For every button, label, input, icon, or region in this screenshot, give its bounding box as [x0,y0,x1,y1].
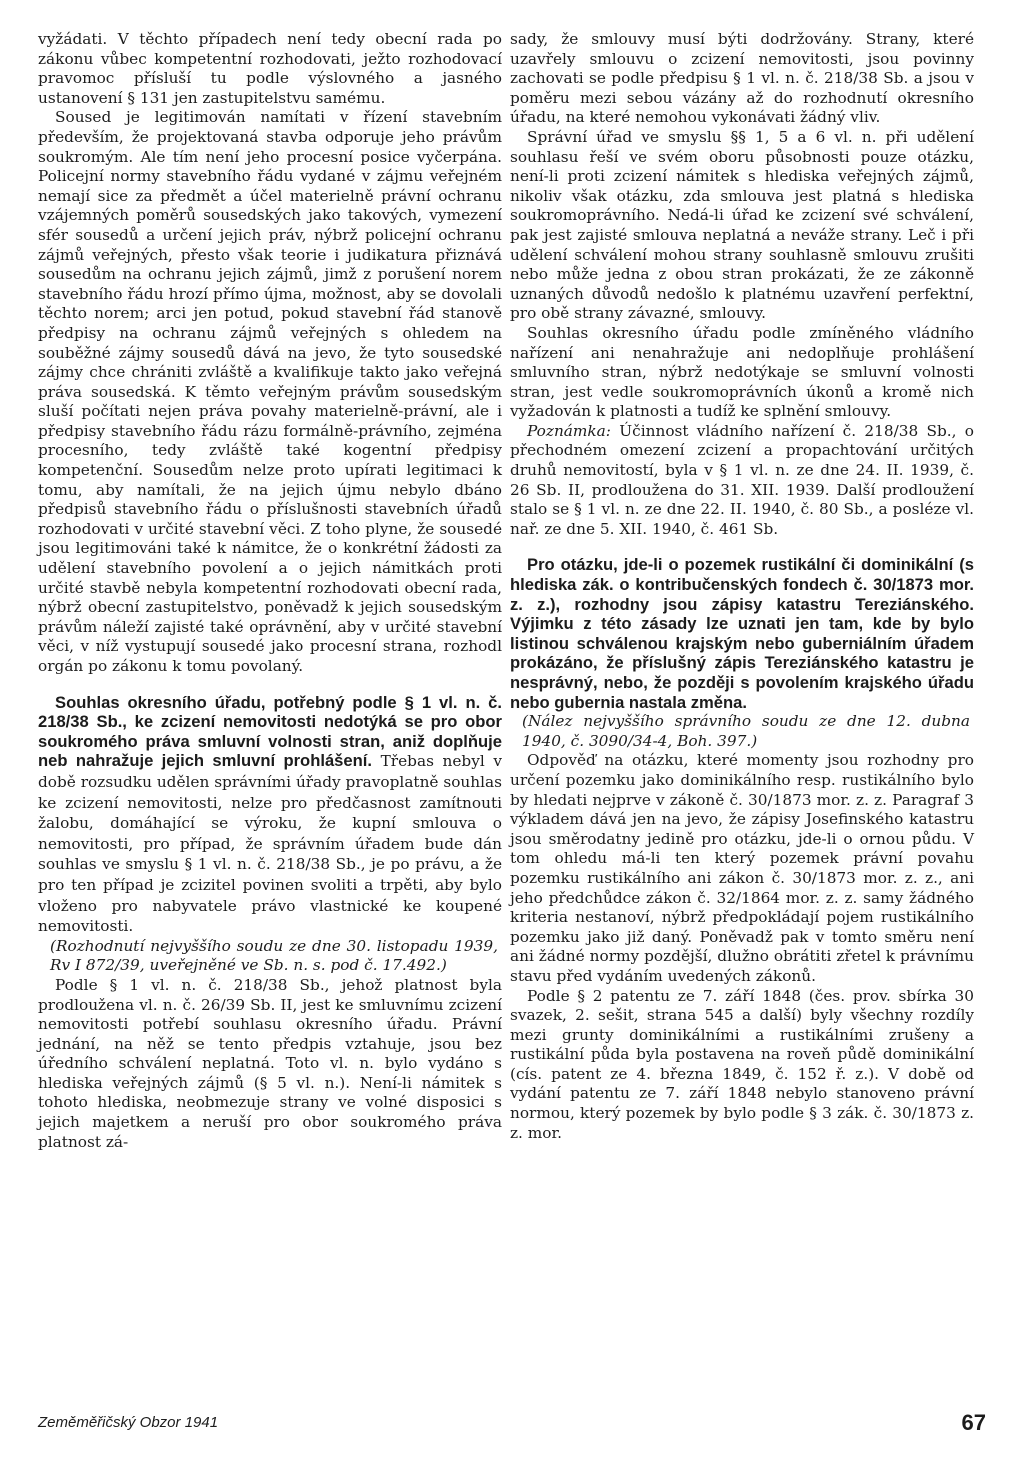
page-number: 67 [961,1410,986,1435]
section-gap [510,539,974,555]
paragraph: Souhlas okresního úřadu podle zmíněného vládního nařízení ani nenahražuje ani nedoplňuje prohlášení smluvního stran, nýbrž nedotýkaje se smluvní volnosti stran, jest vedle soukromoprávních úkonů a kromě nich vyžadován k platnosti a tudíž ke splnění smlouvy. [510,323,974,421]
page-footer [38,1410,986,1440]
paragraph: Správní úřad ve smyslu §§ 1, 5 a 6 vl. n. při udělení souhlasu řeší ve svém oboru působnosti pouze otázku, není-li proti zcizení námitek s hlediska veřejných zájmů, nikoliv však otázku, zda smlouva jest platná s hlediska soukromoprávního. Nedá-li úřad ke zcizení své schválení, pak jest zajisté smlouva neplatná a neváže strany. Leč i při udělení schválení mohou strany souhlasně smlouvu zrušiti nebo může jedna z obou stran prokázati, že ze zákonně uznaných důvodů nedošlo k platnému uzavření perfektní, pro obě strany závazné, smlouvy. [510,127,974,323]
note-paragraph [510,422,974,540]
paragraph: Podle § 1 vl. n. č. 218/38 Sb., jehož platnost byla prodloužena vl. n. č. 26/39 Sb. II, jest ke smluvnímu zcizení nemovitosti potřebí souhlasu okresního úřadu. Právní jednání, na něž se tento předpis vztahuje, jsou bez úředního schválení neplatná. Toto vl. n. bylo vydáno s hlediska veřejných zájmů (§ 5 vl. n.). Není-li námitek s tohoto hlediska, neobmezuje strany ve volné disposici s jejich majetkem a neruší pro obor soukromého práva platnost zá- [38,975,502,1151]
heading-bold-text: Souhlas okresního úřadu, potřebný podle § 1 vl. n. č. 218/38 Sb., ke zcizení nemovitosti nedotýká se pro obor soukromého práva smluvní volnosti stran, aniž doplňuje neb nahražuje jejich smluvní prohlášení. [38,692,502,771]
paragraph: sady, že smlouvy musí býti dodržovány. Strany, které uzavřely smlouvu o zcizení nemovitosti, jsou povinny zachovati se podle předpisu § 1 vl. n. č. 218/38 Sb. a jsou v poměru mezi sebou vázány až do rozhodnutí okresního úřadu, na které nemohou vykonávati žádný vliv. [510,30,974,127]
right-column [510,30,974,1143]
heading-continuation-text: Třebas nebyl v době rozsudku udělen správními úřady pravoplatně souhlas ke zcizení nemovitosti, nelze pro předčasnost zamítnouti žalobu, domáhající se výroku, že kupní smlouva o nemovitosti, pro případ, že správním úřadem bude dán souhlas ve smyslu § 1 vl. n. č. 218/38 Sb., je po právu, a že pro ten případ je zcizitel povinen svoliti a trpěti, aby bylo vloženo pro nabyvatele právo vlastnické ke koupené nemovitosti. [38,752,502,936]
paragraph: Odpověď na otázku, které momenty jsou rozhodny pro určení pozemku jako dominikálního resp. rustikálního bylo by hledati nejprve v zákoně č. 30/1873 mor. z. z. Paragraf 3 výkladem dává jen na jevo, že zápisy Josefinského katastru jsou směrodatny jedině pro otázku, jde-li o ornou půdu. V tom ohledu má-li ten který pozemek právní povahu pozemku rustikálního ani zákon č. 30/1873 mor. z. z., ani jeho předchůdce zákon č. 32/1864 mor. z. z. samy žádného kriteria nestanoví, nýbrž předpokládají pojem rustikálního pozemku jako již daný. Poněvadž pak v tomto směru není ani žádné normy pozdější, dlužno obrátiti zřetel k právnímu stavu před vydáním uvedených zákonů. [510,751,974,985]
citation: (Rozhodnutí nejvyššího soudu ze dne 30. listopadu 1939, Rv I 872/39, uveřejněné ve Sb. n. s. pod č. 17.492.) [50,936,498,975]
note-text: Účinnost vládního nařízení č. 218/38 Sb., o přechodném omezení zcizení a propachtování určitých druhů nemovitostí, byla v § 1 vl. n. ze dne 24. II. 1939, č. 26 Sb. II, prodloužena do 31. XII. 1939. Další prodloužení stalo se § 1 vl. n. ze dne 22. II. 1940, č. 80 Sb., a posléze vl. nař. ze dne 5. XII. 1940, č. 461 Sb. [510,421,974,538]
section-heading [38,693,502,937]
note-label: Poznámka: [527,421,611,440]
citation: (Nález nejvyššího správního soudu ze dne 12. dubna 1940, č. 3090/34-4, Boh. 397.) [522,712,970,750]
left-column [38,30,502,1152]
paragraph: vyžádati. V těchto případech není tedy obecní rada po zákonu vůbec kompetentní rozhodovati, ježto rozhodovací pravomoc přísluší tu podle výslovného a jasného ustanovení § 131 jen zastupitelstvu samému. [38,30,502,107]
paragraph: Soused je legitimován namítati v řízení stavebním především, že projektovaná stavba odporuje jeho právům soukromým. Ale tím není jeho procesní posice vyčerpána. Policejní normy stavebního řádu vydané v zájmu veřejném nemají sice za předmět a účel materielně právní ochranu vzájemných poměrů sousedských jako takových, vymezení sfér sousedů a určení jejich práv, nýbrž policejní ochranu zájmů veřejných, přesto však teorie i judikatura přiznává sousedům na ochranu jejich zájmů, jimž z porušení norem stavebního řádu hrozí přímo újma, možnost, aby se dovolali těchto norem; arci jen potud, pokud stavební řád stanově předpisy na ochranu zájmů veřejných s ohledem na souběžné zájmy sousedů dává na jevo, že tyto sousedské zájmy chce chrániti zvláště a kvalifikuje takto jako veřejná práva sousedská. K těmto veřejným právům sousedským sluší počítati nejen práva povahy materielně-právní, ale i předpisy stavebního řádu rázu formálně-právního, zejména procesního, tedy zvláště také kogentní předpisy kompetenční. Sousedům nelze proto upírati legitimaci k tomu, aby namítali, že na jejich újmu nebylo dbáno předpisů stavebního řádu o příslušnosti stavebních úřadů rozhodovati v určité stavební věci. Z toho plyne, že sousedé jsou legitimováni také k námitce, že o konkrétní žádosti za udělení stavebního povolení a o jejich námitkách proti určité stavbě nebyla kompetentní rozhodovati obecní rada, nýbrž obecní zastupitelstvo, poněvadž k jejich sousedským právům náleží zajisté také oprávnění, aby v určité stavební věci, v níž vystupují sousedé jako procesní strana, rozhodl orgán po zákonu k tomu povolaný. [38,108,502,675]
section-gap [38,677,502,693]
journal-title: Zeměměřičský Obzor 1941 [38,1414,219,1431]
paragraph: Podle § 2 patentu ze 7. září 1848 (čes. prov. sbírka 30 svazek, 2. sešit, strana 545 a další) byly všechny rozdíly mezi grunty dominikálními a rustikálními zrušeny a rustikální půda byla postavena na roveň půdě dominikální (cís. patent ze 4. března 1849, č. 152 ř. z.). V době od vydání patentu ze 7. září 1848 nebylo stanoveno právní normou, který pozemek by bylo podle § 3 zák. č. 30/1873 z. z. mor. [510,986,974,1142]
section-heading: Pro otázku, jde-li o pozemek rustikální či dominikální (s hlediska zák. o kontribučenských fondech č. 30/1873 mor. z. z.), rozhodny jsou zápisy katastru Tereziánského. Výjimku z této zásady lze uznati jen tam, kde by bylo listinou schválenou krajským nebo guberniálním úřadem prokázáno, že příslušný zápis Tereziánského katastru je nesprávný, nebo, že později s povolením krajského úřadu nebo gubernia nastala změna. [510,555,974,712]
